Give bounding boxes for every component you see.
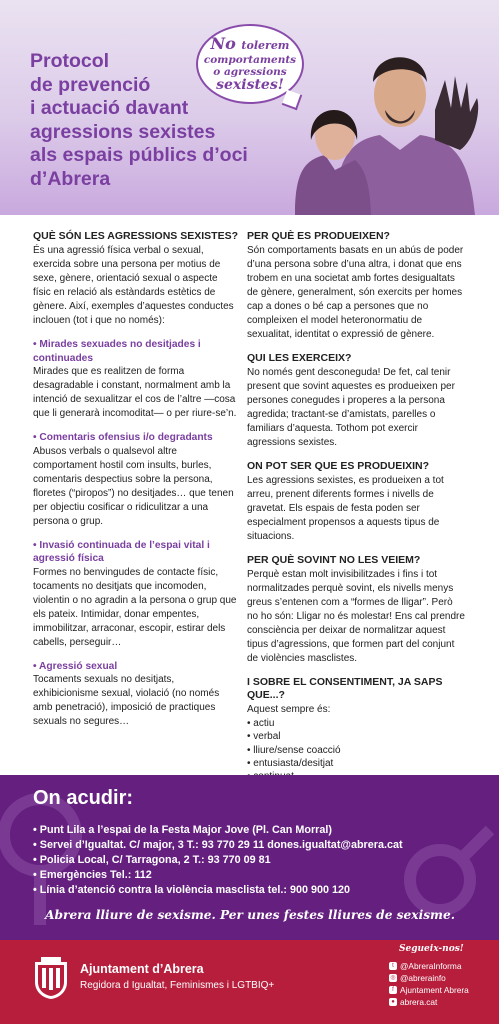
right-column: [247, 230, 465, 807]
social-web[interactable]: [389, 996, 469, 1008]
item-text: Tocaments sexuals no desitjats, exhibicionisme sexual, violació (no només amb penetració), imposició de practiques sexuals no segures…: [33, 674, 220, 727]
twitter-icon: t: [389, 962, 397, 970]
social-facebook[interactable]: [389, 984, 469, 996]
no-tolerem-bubble: [196, 24, 304, 104]
section-text: És una agressió física verbal o sexual, exercida sobre una persona per motius de sexe, gènere, orientació sexual o aspecte físic en relació als estàndards estètics de gènere. Així, exemples d’aquestes conductes inclouen (tot i que no només):: [33, 245, 234, 326]
contact-list: [33, 823, 403, 898]
contact-item: • Punt Lila a l’espai de la Festa Major Jove (Pl. Can Morral): [33, 823, 403, 838]
bottom-bar: [0, 940, 499, 1024]
list-item: • actiu: [247, 717, 465, 730]
social-label: Ajuntament Abrera: [400, 985, 469, 995]
item-text: Formes no benvingudes de contacte físic, tocaments no desitjats que incomoden, violentin o no agradin a la persona o grup que els pateix. Intimidar, donar empentes, immobilitzar, arraconar, escopir, estirar dels cabells, perseguir…: [33, 566, 237, 648]
bubble-line: o agressions: [213, 66, 287, 78]
social-list: [389, 960, 469, 1008]
left-column: [33, 230, 238, 739]
consent-heading: I SOBRE EL CONSENTIMENT, JA SAPS QUE...?: [247, 676, 443, 701]
consent-intro: Aquest sempre és:: [247, 704, 331, 715]
title-line: als espais públics d’oci: [30, 144, 248, 167]
section-text: No només gent desconeguda! De fet, cal tenir present que sovint aquestes es produeixen per persones conegudes i properes a la persona agredida; tractant-se d’amistats, parelles o familiars d’aquesta. Tothom pot exercir agressions sexistes.: [247, 367, 455, 448]
list-item: • lliure/sense coacció: [247, 744, 465, 757]
title-line: i actuació davant: [30, 97, 189, 120]
contact-item: • Emergències Tel.: 112: [33, 868, 403, 883]
ajuntament-name: Ajuntament d’Abrera: [80, 962, 204, 976]
content-columns: [0, 215, 499, 775]
title-line: Protocol: [30, 50, 110, 72]
section-heading: QUI LES EXERCEIX?: [247, 352, 352, 364]
slogan: Abrera lliure de sexisme. Per unes festes lliures de sexisme.: [45, 908, 455, 922]
social-label: @abrerainfo: [400, 973, 446, 983]
title-line: agressions sexistes: [30, 120, 216, 143]
item-heading: • Agressió sexual: [33, 660, 118, 672]
couple-photo: [295, 0, 499, 215]
on-acudir-title: On acudir:: [33, 787, 134, 809]
bubble-line: No: [210, 34, 236, 53]
item-heading: • Comentaris ofensius i/o degradants: [33, 432, 213, 443]
social-label: @AbreraInforma: [400, 961, 462, 971]
list-item: • verbal: [247, 730, 465, 743]
facebook-icon: f: [389, 986, 397, 994]
contact-item: • Policia Local, C/ Tarragona, 2 T.: 93 770 09 81: [33, 853, 403, 868]
section-heading: PER QUÈ ES PRODUEIXEN?: [247, 230, 390, 242]
follow-label: Segueix-nos!: [399, 944, 464, 954]
section-heading: QUÈ SÓN LES AGRESSIONS SEXISTES?: [33, 230, 238, 242]
section-text: Perquè estan molt invisibilitzades i fins i tot normalitzades perquè sovint, els nivells menys greus s’entenen com a “formes de lligar”. Però no ho són: Lligar no és molestar! Ens cal prendre consciència per deixar de normalitzar aquest tipus d’agressions, que formen part del conjunt de violències masclistes.: [247, 569, 465, 664]
department-name: Regidora d Igualtat, Feminismes i LGTBIQ+: [80, 980, 275, 991]
section-text: Són comportaments basats en un abús de poder d’una persona sobre d’una altra, i donat que ens trobem en una societat amb fortes desigualtats de gènere, generalment, són exercits per homes cap a dones o bé cap a persones que no compleixen el model heteronormatiu de sexualitat, identitat o expressió de gènere.: [247, 245, 464, 340]
social-twitter[interactable]: [389, 960, 469, 972]
social-label: abrera.cat: [400, 997, 438, 1007]
item-heading: • Invasió continuada de l’espai vital i agressió física: [33, 539, 210, 564]
bubble-line: tolerem: [241, 39, 290, 52]
bubble-line: comportaments: [203, 54, 297, 66]
social-instagram[interactable]: [389, 972, 469, 984]
help-footer: [0, 775, 499, 940]
item-text: Abusos verbals o qualsevol altre comportament hostil com insults, burles, comentaris despectius sobre la persona, floretes (“piropos”) no desitjades… que tenen per objectiu cosificar o ridiculitzar a una persona o grup.: [33, 445, 234, 527]
ajuntament-logo-icon: [33, 956, 69, 1000]
section-heading: PER QUÈ SOVINT NO LES VEIEM?: [247, 554, 421, 566]
title-line: d’Abrera: [30, 167, 111, 190]
bubble-line: sexistes!: [216, 77, 284, 93]
list-item: • entusiasta/desitjat: [247, 757, 465, 770]
item-heading: • Mirades sexuades no desitjades i continuades: [33, 339, 201, 364]
title-line: de prevenció: [30, 73, 151, 96]
web-icon: ●: [389, 998, 397, 1006]
item-text: Mirades que es realitzen de forma desagradable i constant, normalment amb la intenció de sexualitzar el cos de l’altre —cosa que li generarà incomoditat— o per riure-se’n.: [33, 366, 237, 419]
instagram-icon: ◎: [390, 975, 396, 981]
contact-item: • Servei d’Igualtat. C/ major, 3 T.: 93 770 29 11 dones.igualtat@abrera.cat: [33, 838, 403, 853]
section-heading: ON POT SER QUE ES PRODUEIXIN?: [247, 460, 430, 472]
section-text: Les agressions sexistes, es produeixen a tot arreu, prenent diferents formes i nivells de gravetat. Els espais de festa poden ser especialment propensos a aquests tipus de situacions.: [247, 475, 444, 542]
header-banner: [0, 0, 499, 215]
contact-item: • Línia d’atenció contra la violència masclista tel.: 900 900 120: [33, 883, 403, 898]
